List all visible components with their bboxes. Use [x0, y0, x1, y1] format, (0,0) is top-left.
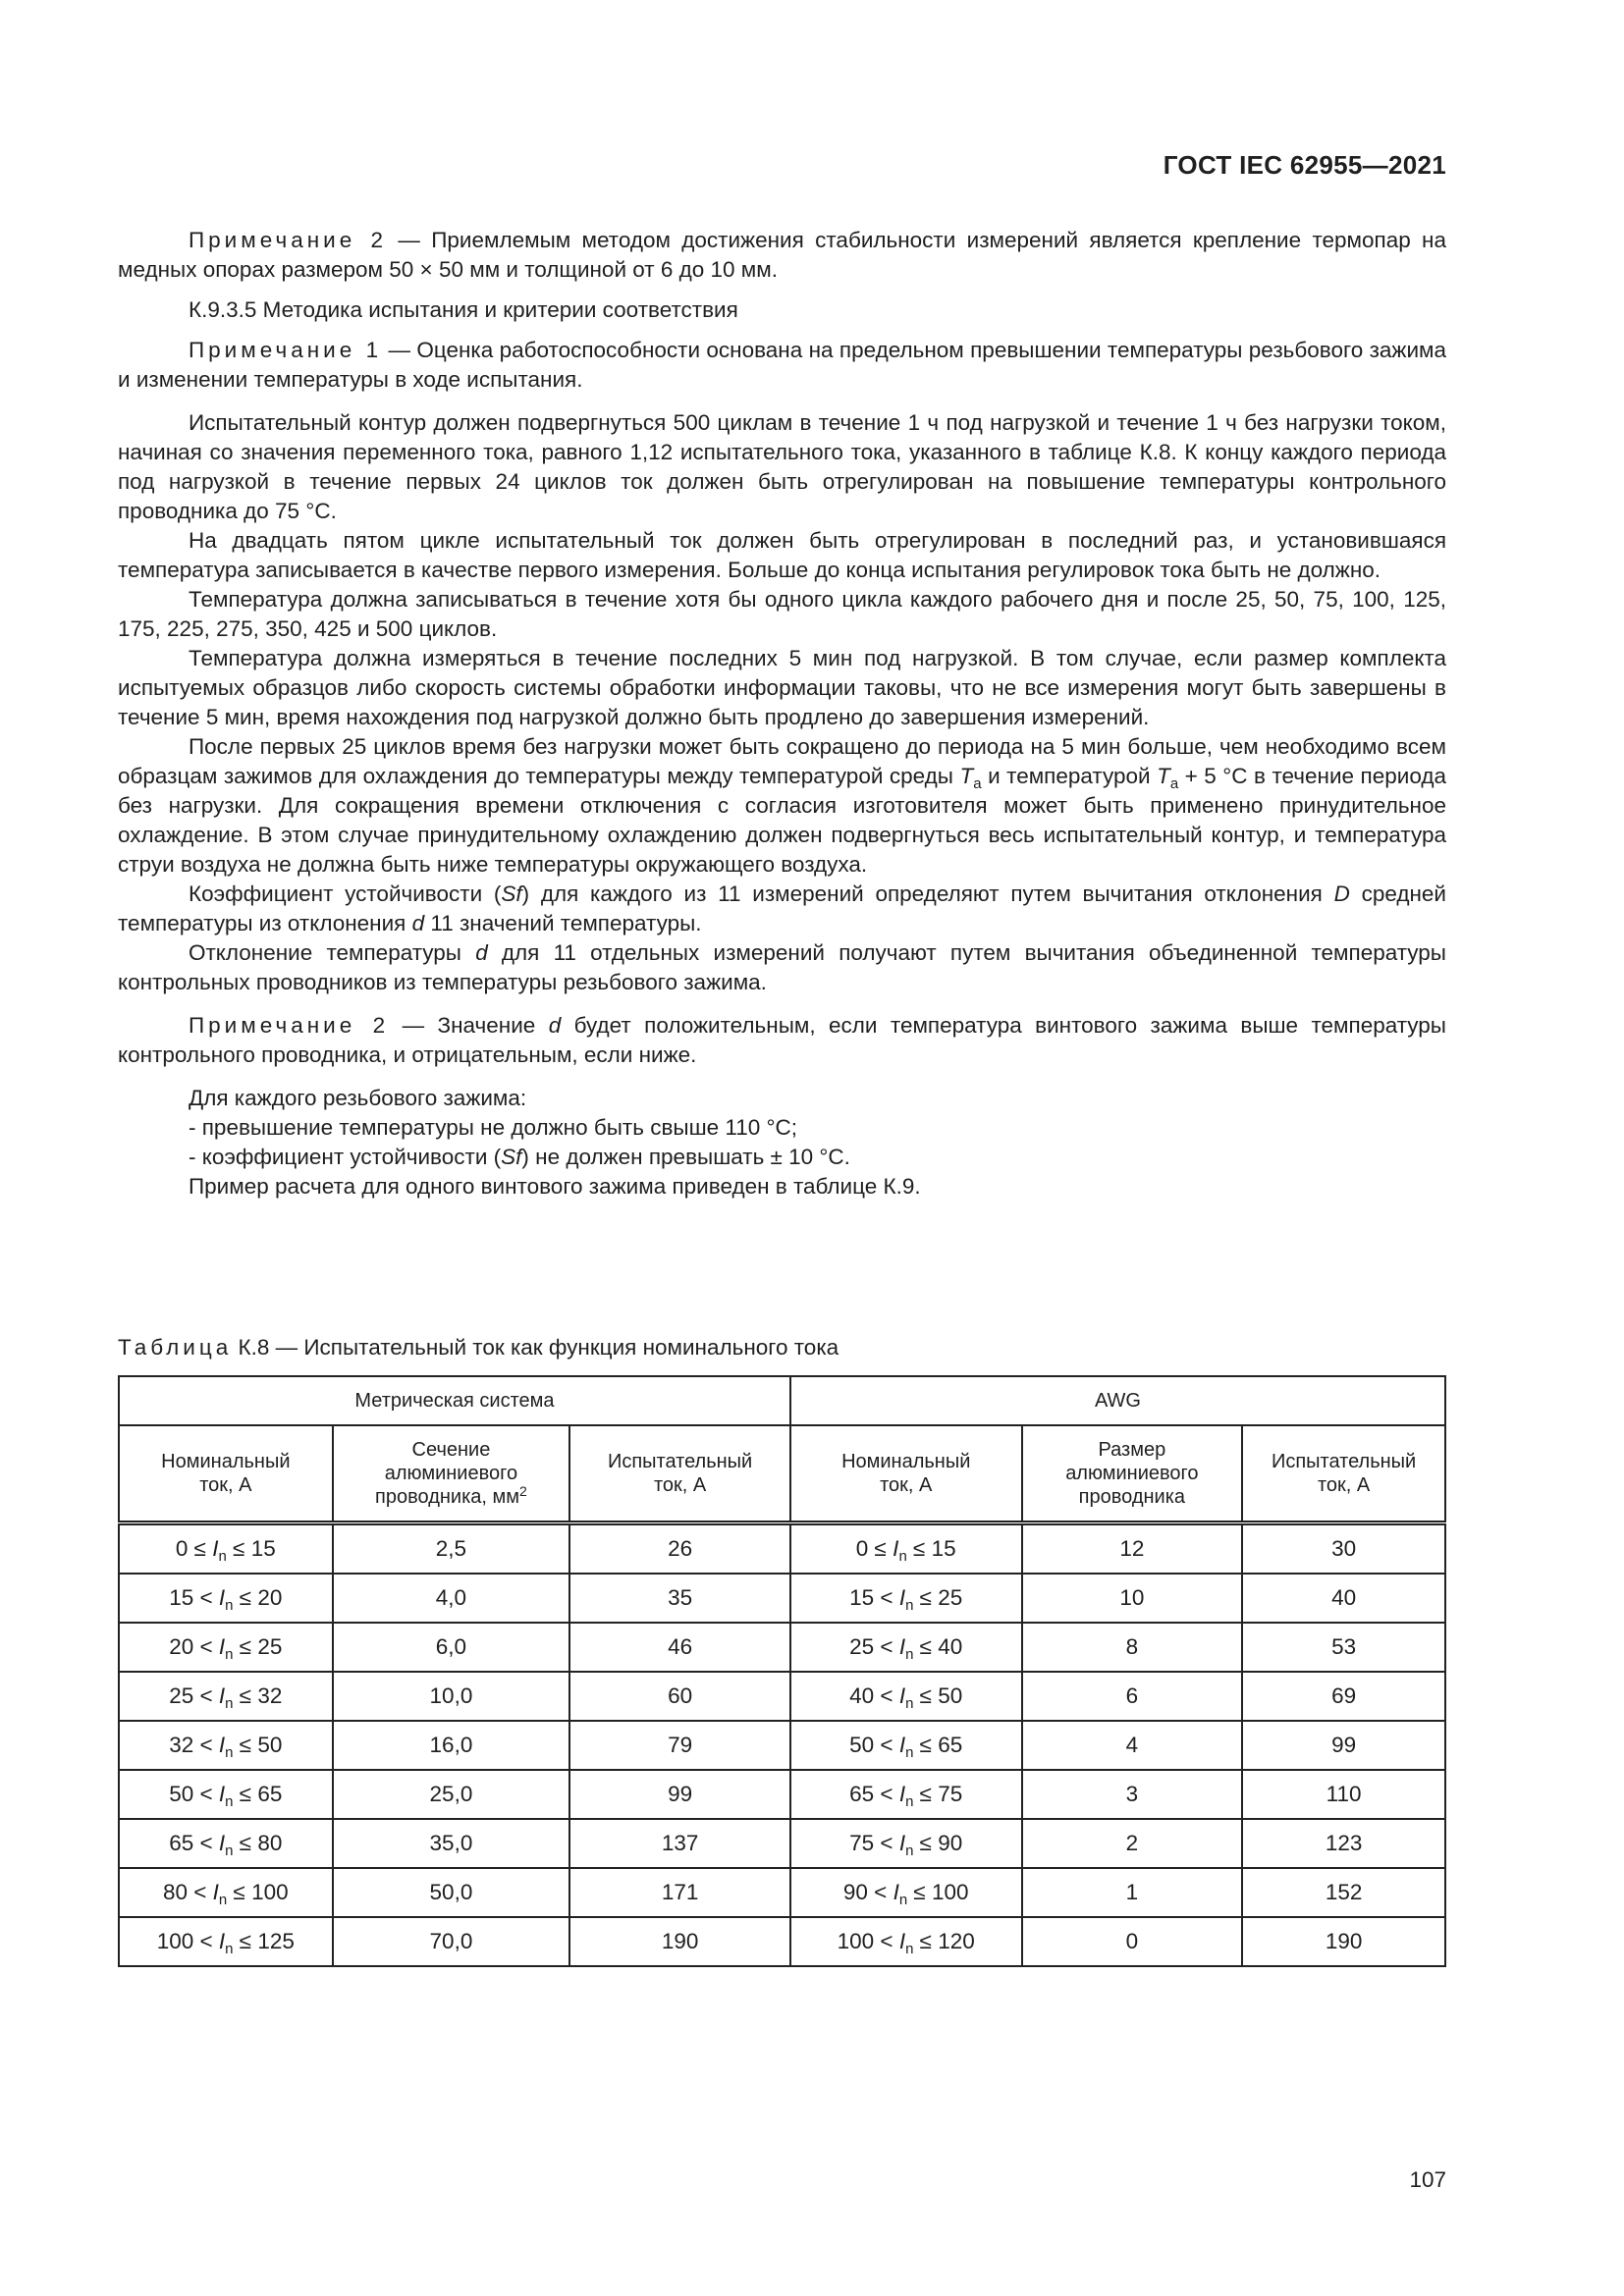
note-label: Примечание 2 [189, 1013, 390, 1038]
paragraph-cooling: После первых 25 циклов время без нагрузки может быть сокращено до периода на 5 мин больше, чем необходимо всем образцам зажимов для охлаждения до температуры между температурой среды $T_a$ и температурой $T_a + 5$ °С в течение периода без нагрузки. Для сокращения времени отключения с согласия изготовителя может быть применено принудительное охлаждение. В этом случае принудительному охлаждению должен подвергнуться весь испытательный контур, и температура струи воздуха не должна быть ниже температуры окружающего воздуха. [118, 734, 1446, 877]
metric-test-current: 60 [569, 1672, 790, 1721]
table-row [119, 1574, 1445, 1623]
note-label: Примечание 2 [189, 228, 388, 252]
metric-nominal-range: $65 < I_n \le 80$ [119, 1819, 333, 1868]
metric-section: 16,0 [333, 1721, 570, 1770]
awg-nominal-range: $25 < I_n \le 40$ [790, 1623, 1022, 1672]
table-row [119, 1819, 1445, 1868]
note-label: Примечание 1 [189, 338, 383, 362]
awg-nominal-range: $50 < I_n \le 65$ [790, 1721, 1022, 1770]
table-row [119, 1917, 1445, 1966]
metric-test-current: 35 [569, 1574, 790, 1623]
metric-nominal-range: $25 < I_n \le 32$ [119, 1672, 333, 1721]
metric-test-current: 79 [569, 1721, 790, 1770]
test-current-table [118, 1375, 1446, 1967]
awg-size: 4 [1022, 1721, 1243, 1770]
metric-test-current: 171 [569, 1868, 790, 1917]
criteria-item-temperature: - превышение температуры не должно быть свыше 110 °С; [189, 1115, 798, 1140]
awg-size: 8 [1022, 1623, 1243, 1672]
document-id: ГОСТ IEC 62955—2021 [1163, 150, 1446, 180]
awg-nominal-range: $75 < I_n \le 90$ [790, 1819, 1022, 1868]
metric-nominal-range: $15 < I_n \le 20$ [119, 1574, 333, 1623]
paragraph-final-adjustment: На двадцать пятом цикле испытательный ток должен быть отрегулирован в последний раз, и установившаяся температура записывается в качестве первого измерения. Больше до конца испытания регулировок тока быть не должно. [118, 528, 1446, 582]
awg-nominal-range: $65 < I_n \le 75$ [790, 1770, 1022, 1819]
table-row [119, 1623, 1445, 1672]
col-nominal-current: Номинальный ток, А [119, 1425, 333, 1523]
metric-section: 25,0 [333, 1770, 570, 1819]
metric-test-current: 190 [569, 1917, 790, 1966]
awg-test-current: 152 [1242, 1868, 1445, 1917]
table-caption: Таблица К.8 — Испытательный ток как функция номинального тока [118, 1335, 839, 1360]
awg-size: 0 [1022, 1917, 1243, 1966]
awg-test-current: 69 [1242, 1672, 1445, 1721]
awg-size: 10 [1022, 1574, 1243, 1623]
metric-section: 50,0 [333, 1868, 570, 1917]
metric-section: 6,0 [333, 1623, 570, 1672]
paragraph-test-cycles: Испытательный контур должен подвергнуться 500 циклам в течение 1 ч под нагрузкой и течение 1 ч без нагрузки током, начиная со значения переменного тока, равного 1,12 испытательного тока, указанного в таблице К.8. К концу каждого периода под нагрузкой в течение первых 24 циклов ток должен быть отрегулирован на повышение температуры контрольного проводника до 75 °С. [118, 410, 1446, 523]
table-row [119, 1721, 1445, 1770]
metric-nominal-range: $100 < I_n \le 125$ [119, 1917, 333, 1966]
metric-test-current: 26 [569, 1523, 790, 1575]
awg-test-current: 99 [1242, 1721, 1445, 1770]
metric-section: 2,5 [333, 1523, 570, 1575]
metric-section: 70,0 [333, 1917, 570, 1966]
awg-nominal-range: $40 < I_n \le 50$ [790, 1672, 1022, 1721]
awg-size: 3 [1022, 1770, 1243, 1819]
metric-section: 4,0 [333, 1574, 570, 1623]
criteria-intro: Для каждого резьбового зажима: [189, 1086, 527, 1110]
page-number: 107 [1409, 2167, 1446, 2192]
paragraph-deviation: Отклонение температуры d для 11 отдельных измерений получают путем вычитания объединенной температуры контрольных проводников из температуры резьбового зажима. [118, 940, 1446, 994]
awg-size: 1 [1022, 1868, 1243, 1917]
paragraph-stability-coefficient: Коэффициент устойчивости (Sf) для каждого из 11 измерений определяют путем вычитания отклонения D средней температуры из отклонения d 11 значений температуры. [118, 881, 1446, 935]
criteria-example: Пример расчета для одного винтового зажима приведен в таблице К.9. [189, 1174, 921, 1199]
awg-size: 12 [1022, 1523, 1243, 1575]
group-awg-header: AWG [790, 1376, 1445, 1425]
metric-nominal-range: $0 \le I_n \le 15$ [119, 1523, 333, 1575]
awg-test-current: 30 [1242, 1523, 1445, 1575]
awg-test-current: 190 [1242, 1917, 1445, 1966]
metric-test-current: 46 [569, 1623, 790, 1672]
paragraph-recording: Температура должна записываться в течение хотя бы одного цикла каждого рабочего дня и после 25, 50, 75, 100, 125, 175, 225, 275, 350, 425 и 500 циклов. [118, 587, 1446, 641]
awg-nominal-range: $15 < I_n \le 25$ [790, 1574, 1022, 1623]
col-aluminium-section: Сечение алюминиевого проводника, $мм^2$ [333, 1425, 570, 1523]
group-metric-header: Метрическая система [119, 1376, 790, 1425]
metric-test-current: 99 [569, 1770, 790, 1819]
note-1 [118, 336, 1446, 395]
note-text: — Приемлемым методом достижения стабильности измерений является крепление термопар на медных опорах размером 50 × 50 мм и толщиной от 6 до 10 мм. [118, 228, 1446, 282]
note-2-bottom: Примечание 2 — Значение d будет положительным, если температура винтового зажима выше температуры контрольного проводника, и отрицательным, если ниже. [118, 1013, 1446, 1067]
document-body [118, 226, 1446, 1201]
metric-nominal-range: $80 < I_n \le 100$ [119, 1868, 333, 1917]
col-test-current-awg: Испытательный ток, А [1242, 1425, 1445, 1523]
note-2-top [118, 226, 1446, 285]
metric-section: 10,0 [333, 1672, 570, 1721]
table-row [119, 1672, 1445, 1721]
section-title: К.9.3.5 Методика испытания и критерии соответствия [189, 297, 738, 322]
awg-test-current: 110 [1242, 1770, 1445, 1819]
table-row [119, 1523, 1445, 1575]
table-row [119, 1770, 1445, 1819]
table-row [119, 1868, 1445, 1917]
note-text: — Оценка работоспособности основана на предельном превышении температуры резьбового зажима и изменении температуры в ходе испытания. [118, 338, 1446, 392]
awg-test-current: 53 [1242, 1623, 1445, 1672]
paragraph-measurement-time: Температура должна измеряться в течение последних 5 мин под нагрузкой. В том случае, если размер комплекта испытуемых образцов либо скорость системы обработки информации таковы, что не все измерения могут быть завершены в течение 5 мин, время нахождения под нагрузкой должно быть продлено до завершения измерений. [118, 646, 1446, 729]
col-test-current: Испытательный ток, А [569, 1425, 790, 1523]
criteria-item-stability: - коэффициент устойчивости (Sf) не должен превышать ± 10 °С. [189, 1145, 850, 1169]
metric-nominal-range: $32 < I_n \le 50$ [119, 1721, 333, 1770]
awg-size: 6 [1022, 1672, 1243, 1721]
metric-nominal-range: $50 < I_n \le 65$ [119, 1770, 333, 1819]
metric-nominal-range: $20 < I_n \le 25$ [119, 1623, 333, 1672]
col-aluminium-size: Размер алюминиевого проводника [1022, 1425, 1243, 1523]
awg-nominal-range: $90 < I_n \le 100$ [790, 1868, 1022, 1917]
awg-nominal-range: $0 \le I_n \le 15$ [790, 1523, 1022, 1575]
awg-nominal-range: $100 < I_n \le 120$ [790, 1917, 1022, 1966]
col-nominal-current-awg: Номинальный ток, А [790, 1425, 1022, 1523]
awg-test-current: 123 [1242, 1819, 1445, 1868]
awg-size: 2 [1022, 1819, 1243, 1868]
awg-test-current: 40 [1242, 1574, 1445, 1623]
metric-test-current: 137 [569, 1819, 790, 1868]
metric-section: 35,0 [333, 1819, 570, 1868]
